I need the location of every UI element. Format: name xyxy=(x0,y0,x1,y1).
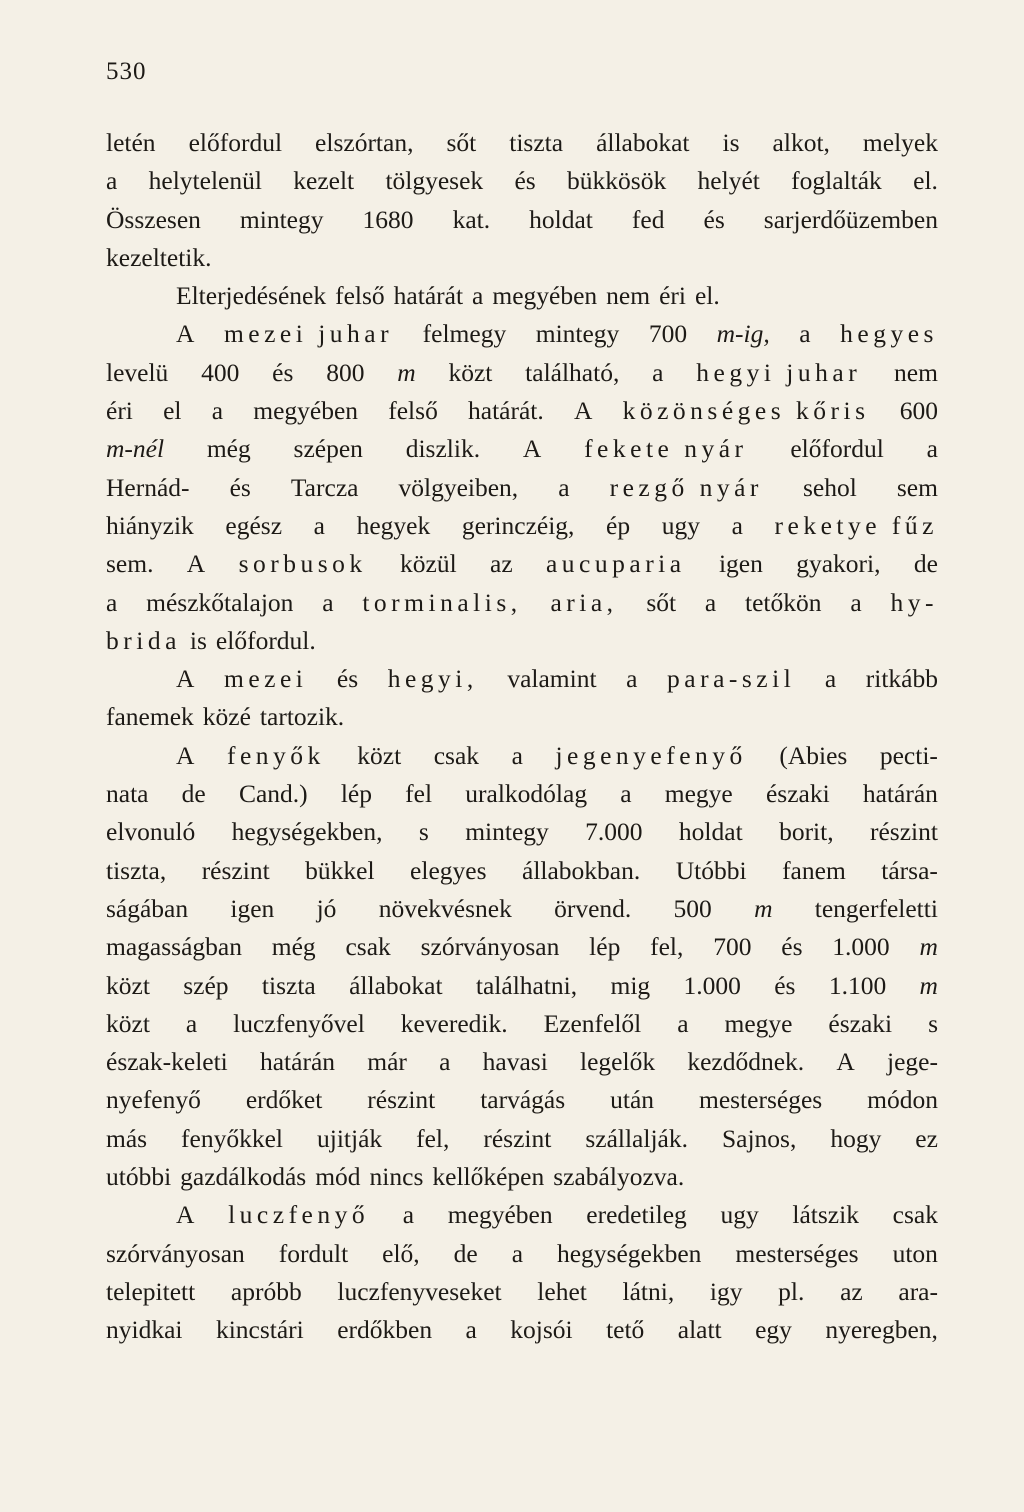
word: éri xyxy=(659,281,686,311)
word: kezelt xyxy=(293,166,355,196)
word: és xyxy=(774,970,796,1000)
word: ép xyxy=(606,510,631,540)
word: kezdődnek. xyxy=(687,1047,805,1077)
word: nem xyxy=(606,281,651,311)
word: eredetileg xyxy=(586,1200,687,1230)
word: fordult xyxy=(278,1238,349,1268)
word: sőt xyxy=(646,587,677,617)
word: bükkel xyxy=(305,855,375,885)
word: előfordul. xyxy=(215,625,316,655)
word: a xyxy=(824,664,837,694)
text-line xyxy=(106,1196,938,1234)
word: az xyxy=(840,1276,863,1306)
word: 800 xyxy=(326,357,365,387)
word: kezeltetik. xyxy=(106,242,212,272)
word: Hernád- xyxy=(106,472,190,502)
word: m xyxy=(919,932,938,962)
word: uralkodólag xyxy=(465,779,588,809)
word: hegyes xyxy=(840,319,938,349)
word: m-nél xyxy=(106,434,165,464)
word: Elterjedésének xyxy=(176,281,327,311)
word: 1680 xyxy=(362,204,414,234)
word: igy xyxy=(709,1276,743,1306)
word: levelü xyxy=(106,357,169,387)
word: részint xyxy=(870,817,938,847)
word: látszik xyxy=(792,1200,859,1230)
word: 7.000 xyxy=(585,817,643,847)
word: szórványosan xyxy=(420,932,560,962)
word: fel, xyxy=(650,932,684,962)
text-line xyxy=(106,1273,938,1311)
word: A xyxy=(573,396,593,426)
text-line xyxy=(106,545,938,583)
word: tiszta xyxy=(509,128,564,157)
word: luczfenyveseket xyxy=(337,1276,502,1306)
text-line xyxy=(106,852,938,890)
word: melyek xyxy=(862,128,938,157)
text-line xyxy=(106,392,938,430)
word: alkot, xyxy=(772,128,830,157)
word: völgyeiben, xyxy=(398,472,519,502)
word: a xyxy=(704,587,717,617)
word: el. xyxy=(694,281,720,311)
word: fed xyxy=(631,204,665,234)
word: hiányzik xyxy=(106,510,194,540)
word: és xyxy=(229,472,251,502)
word: s xyxy=(928,1008,938,1038)
word: uton xyxy=(892,1238,938,1268)
word: részint xyxy=(201,855,270,885)
word: és xyxy=(514,166,536,196)
word: 700 xyxy=(713,932,752,962)
word: csak xyxy=(433,740,480,770)
word: részint xyxy=(367,1085,436,1115)
word: foglalták xyxy=(791,166,882,196)
word: lép xyxy=(589,932,621,962)
word: közt xyxy=(448,357,493,387)
word: alatt xyxy=(677,1315,722,1345)
word: 500 xyxy=(673,893,712,923)
word: tető xyxy=(606,1315,645,1345)
word: határán xyxy=(259,1047,336,1077)
word: hy- xyxy=(890,587,938,617)
word: m xyxy=(397,357,416,387)
word: közönséges kőris xyxy=(622,396,870,426)
word: fel xyxy=(405,779,433,809)
word: (Abies xyxy=(779,740,848,770)
word: de xyxy=(453,1238,478,1268)
word: lép xyxy=(340,779,372,809)
word: fel, xyxy=(416,1123,450,1153)
word: szabályozva. xyxy=(553,1162,685,1192)
word: 1.000 xyxy=(683,970,741,1000)
word: aria, xyxy=(550,587,618,617)
word: A xyxy=(176,1200,195,1230)
word: a xyxy=(322,587,334,617)
text-line xyxy=(106,162,938,200)
word: fenyők xyxy=(226,740,325,770)
word: északi xyxy=(828,1008,893,1038)
word: sem. xyxy=(106,549,154,579)
word: erdőkben xyxy=(337,1315,433,1345)
text-line xyxy=(106,698,938,736)
text-line xyxy=(106,813,938,851)
word: a xyxy=(626,664,638,694)
text-line xyxy=(106,1158,938,1196)
word: tiszta xyxy=(261,970,316,1000)
word: egy xyxy=(755,1315,792,1345)
word: kat. xyxy=(452,204,491,234)
word: utóbbi xyxy=(106,1162,172,1192)
word: és xyxy=(272,357,294,387)
word: sehol xyxy=(802,472,857,502)
page-number: 530 xyxy=(106,58,147,85)
word: A xyxy=(186,549,206,579)
word: más xyxy=(106,1123,148,1153)
word: luczfenyő xyxy=(228,1200,370,1230)
word: ugy xyxy=(661,510,700,540)
word: 700 xyxy=(648,319,688,349)
word: mintegy xyxy=(535,319,620,349)
word: tartozik. xyxy=(259,702,345,732)
word: csak xyxy=(345,932,391,962)
text-line xyxy=(106,775,938,813)
word: a xyxy=(926,434,938,464)
word: Tarcza xyxy=(290,472,359,502)
word: megyében xyxy=(253,396,359,426)
word: állabokat xyxy=(596,128,690,157)
word: ugy xyxy=(720,1200,759,1230)
word: havasi xyxy=(482,1047,548,1077)
word: A xyxy=(176,664,195,694)
word: elszórtan, xyxy=(315,128,414,157)
word: m xyxy=(754,893,773,923)
word: el. xyxy=(913,166,938,196)
word: mezei juhar xyxy=(223,319,394,349)
word: jó xyxy=(316,893,337,923)
word: elegyes xyxy=(410,855,487,885)
word: hegyi juhar xyxy=(696,357,862,387)
word: ujitják xyxy=(316,1123,383,1153)
word: az xyxy=(490,549,513,579)
word: nata xyxy=(106,779,149,809)
word: felső xyxy=(388,396,438,426)
word: a xyxy=(211,396,224,426)
text-line xyxy=(106,277,938,315)
text-line xyxy=(106,354,938,392)
word: módon xyxy=(867,1085,938,1115)
word: felső xyxy=(335,281,385,311)
word: még xyxy=(206,434,251,464)
word: tölgyesek xyxy=(385,166,484,196)
word: reketye fűz xyxy=(774,510,938,540)
word: és xyxy=(703,204,725,234)
word: hegyi, xyxy=(387,664,478,694)
word: pecti- xyxy=(879,740,938,770)
text-line xyxy=(106,1043,938,1081)
word: már xyxy=(367,1047,407,1077)
word: jege- xyxy=(887,1047,938,1077)
word: de xyxy=(181,779,206,809)
word: hegységekben xyxy=(556,1238,702,1268)
word: 1.000 xyxy=(832,932,890,962)
word: fekete nyár xyxy=(584,434,748,464)
word: is xyxy=(189,625,207,655)
word: mig xyxy=(610,970,651,1000)
word: mód xyxy=(315,1162,361,1192)
word: ara- xyxy=(898,1276,938,1306)
text-line xyxy=(106,1005,938,1043)
word: a xyxy=(472,281,484,311)
word: gyakori, xyxy=(796,549,881,579)
word: megye xyxy=(724,1008,793,1038)
word: hogy xyxy=(830,1123,882,1153)
word: a xyxy=(558,472,570,502)
word: Ezenfelől xyxy=(543,1008,642,1038)
text-line xyxy=(106,737,938,775)
word: Összesen xyxy=(106,204,201,234)
word: 600 xyxy=(899,396,938,426)
word: diszlik. xyxy=(405,434,481,464)
word: 400 xyxy=(201,357,240,387)
word: előfordul xyxy=(188,128,283,157)
word: sarjerdőüzemben xyxy=(763,204,938,234)
word: magasságban xyxy=(106,932,242,962)
word: a xyxy=(511,740,523,770)
word: nyeregben, xyxy=(825,1315,938,1345)
word: sem xyxy=(896,472,938,502)
word: luczfenyővel xyxy=(233,1008,365,1038)
text-line xyxy=(106,660,938,698)
text-line xyxy=(106,1081,938,1119)
word: Utóbbi xyxy=(675,855,747,885)
word: Sajnos, xyxy=(721,1123,797,1153)
word: a xyxy=(620,779,632,809)
word: hegységekben, xyxy=(231,817,383,847)
word: a xyxy=(106,166,118,196)
word: csak xyxy=(892,1200,938,1230)
word: mesterséges xyxy=(735,1238,859,1268)
word: ritkább xyxy=(865,664,938,694)
word: A xyxy=(522,434,542,464)
word: elő, xyxy=(382,1238,420,1268)
text-line xyxy=(106,430,938,468)
word: a xyxy=(106,587,118,617)
word: el xyxy=(163,396,182,426)
word: A xyxy=(176,740,195,770)
word: a xyxy=(799,319,811,349)
word: tengerfeletti xyxy=(814,893,938,923)
word: a xyxy=(465,1315,477,1345)
word: is xyxy=(722,128,740,157)
word: a xyxy=(677,1008,689,1038)
word: szép xyxy=(183,970,229,1000)
word: még xyxy=(271,932,316,962)
text-line xyxy=(106,315,938,353)
word: ságában xyxy=(106,893,189,923)
word: A xyxy=(176,319,195,349)
body-text xyxy=(106,124,938,1350)
word: megyében xyxy=(447,1200,553,1230)
word: hegyek xyxy=(356,510,431,540)
word: fenyőkkel xyxy=(181,1123,284,1153)
word: a xyxy=(402,1200,415,1230)
word: és xyxy=(781,932,803,962)
word: lehet xyxy=(537,1276,587,1306)
word: határát xyxy=(393,281,464,311)
text-line xyxy=(106,584,938,622)
word: brida xyxy=(106,625,181,655)
word: közt xyxy=(357,740,402,770)
word: a xyxy=(313,510,325,540)
word: legelők xyxy=(580,1047,656,1077)
word: pl. xyxy=(778,1276,805,1306)
word: szépen xyxy=(293,434,363,464)
word: és xyxy=(336,664,359,694)
word: a xyxy=(511,1238,524,1268)
word: m-ig, xyxy=(716,319,770,349)
word: növekvésnek xyxy=(378,893,512,923)
text-line xyxy=(106,507,938,545)
word: találhatni, xyxy=(475,970,578,1000)
word: holdat xyxy=(529,204,593,234)
text-line xyxy=(106,890,938,928)
text-line xyxy=(106,1311,938,1349)
word: torminalis, xyxy=(362,587,522,617)
word: helyét xyxy=(697,166,760,196)
word: gazdálkodás xyxy=(180,1162,307,1192)
word: mészkőtalajon xyxy=(146,587,294,617)
word: megye xyxy=(664,779,733,809)
word: m xyxy=(919,970,938,1000)
text-line xyxy=(106,622,938,660)
word: egész xyxy=(225,510,283,540)
word: nyidkai xyxy=(106,1315,183,1345)
word: felmegy xyxy=(422,319,507,349)
word: igen xyxy=(718,549,763,579)
word: nyefenyő xyxy=(106,1085,201,1115)
text-line xyxy=(106,124,938,162)
word: s xyxy=(418,817,429,847)
word: telepitett xyxy=(106,1276,196,1306)
word: megyében xyxy=(492,281,598,311)
word: rezgő nyár xyxy=(609,472,763,502)
word: kellőképen xyxy=(432,1162,545,1192)
word: kojsói xyxy=(510,1315,573,1345)
word: igen xyxy=(230,893,275,923)
word: szórványosan xyxy=(106,1238,245,1268)
word: jegenyefenyő xyxy=(555,740,747,770)
word: közé xyxy=(202,702,251,732)
text-line xyxy=(106,469,938,507)
word: örvend. xyxy=(554,893,632,923)
word: közt xyxy=(106,1008,150,1038)
word: észak-keleti xyxy=(106,1047,228,1077)
word: holdat xyxy=(678,817,743,847)
word: előfordul xyxy=(790,434,884,464)
word: bükkösök xyxy=(567,166,667,196)
word: ez xyxy=(915,1123,938,1153)
word: után xyxy=(610,1085,655,1115)
text-line xyxy=(106,1235,938,1273)
word: fanem xyxy=(782,855,846,885)
text-line xyxy=(106,967,938,1005)
word: nem xyxy=(894,357,938,387)
word: letén xyxy=(106,128,156,157)
word: északi xyxy=(765,779,830,809)
word: társa- xyxy=(881,855,938,885)
word: aucuparia xyxy=(545,549,686,579)
word: közt xyxy=(106,970,150,1000)
word: a xyxy=(439,1047,451,1077)
word: apróbb xyxy=(230,1276,302,1306)
word: fanemek xyxy=(106,702,194,732)
text-line xyxy=(106,928,938,966)
word: kincstári xyxy=(215,1315,304,1345)
word: nincs xyxy=(369,1162,424,1192)
word: a xyxy=(185,1008,198,1038)
word: Cand.) xyxy=(238,779,308,809)
text-line xyxy=(106,239,938,277)
word: szállalják. xyxy=(585,1123,688,1153)
word: mintegy xyxy=(239,204,324,234)
word: közül xyxy=(400,549,457,579)
text-line xyxy=(106,1120,938,1158)
word: sorbusok xyxy=(238,549,367,579)
word: mezei xyxy=(223,664,308,694)
word: borit, xyxy=(779,817,834,847)
word: részint xyxy=(483,1123,552,1153)
word: mintegy xyxy=(465,817,549,847)
word: a xyxy=(652,357,664,387)
word: látni, xyxy=(622,1276,675,1306)
word: para-szil xyxy=(667,664,796,694)
word: sőt xyxy=(446,128,477,157)
word: tarvágás xyxy=(480,1085,566,1115)
word: de xyxy=(913,549,938,579)
word: a xyxy=(850,587,862,617)
word: tiszta, xyxy=(106,855,167,885)
word: erdőket xyxy=(245,1085,323,1115)
word: határát. xyxy=(468,396,544,426)
word: helytelenül xyxy=(148,166,262,196)
word: A xyxy=(836,1047,855,1077)
word: mesterséges xyxy=(698,1085,823,1115)
word: 1.100 xyxy=(828,970,887,1000)
word: elvonuló xyxy=(106,817,196,847)
word: gerinczéig, xyxy=(461,510,575,540)
word: található, xyxy=(525,357,620,387)
word: állabokban. xyxy=(522,855,641,885)
word: éri xyxy=(106,396,133,426)
word: tetőkön xyxy=(745,587,822,617)
word: állabokat xyxy=(349,970,443,1000)
word: a xyxy=(731,510,743,540)
word: határán xyxy=(862,779,938,809)
word: keveredik. xyxy=(400,1008,508,1038)
text-line xyxy=(106,201,938,239)
word: valamint xyxy=(507,664,597,694)
